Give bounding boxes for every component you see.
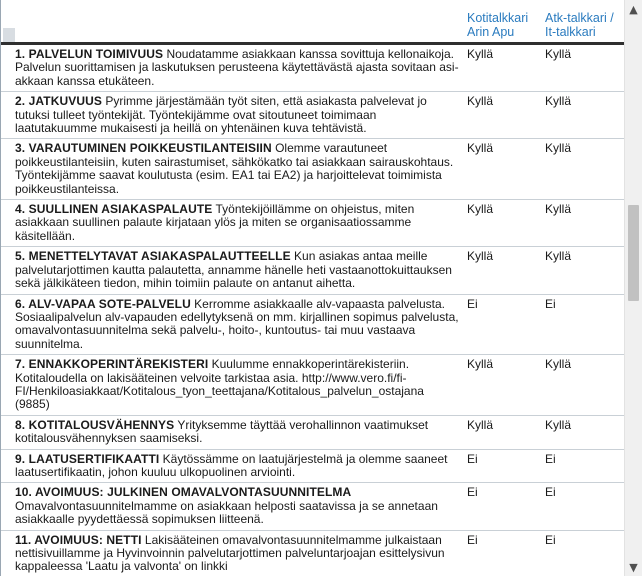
table-row: [1, 92, 624, 139]
value-atk-talkkari: Kyllä: [541, 92, 624, 139]
quality-comparison-table: [1, 0, 624, 576]
table-row: [1, 355, 624, 416]
criterion-cell: [1, 415, 463, 449]
criterion-cell: [1, 483, 463, 530]
criterion-cell: [1, 530, 463, 576]
vertical-scrollbar[interactable]: [624, 0, 642, 576]
criterion-description: Olemme varautuneet poikkeustilanteisiin, kuten sairastumiset, sähkökatko tai asiakkaan sairauskohtaus. Työntekijämme saavat koulutusta (esim. EA1 tai EA2) ja harjoittelevat toimimista poikkeustilanteissa.: [15, 141, 454, 196]
value-kotitalkkari: Kyllä: [463, 355, 541, 416]
value-atk-talkkari: Kyllä: [541, 44, 624, 92]
criterion-description: Kun asiakas antaa meille palvelutarjottimen kautta palautetta, annamme hänelle heti vastaanottokuittauksen sekä jälkikäteen tiedon, mihin toimiin palaute on antanut aihetta.: [15, 249, 452, 291]
criterion-cell: [1, 200, 463, 247]
scroll-up-arrow-icon[interactable]: ▲: [629, 2, 638, 16]
value-atk-talkkari: Kyllä: [541, 139, 624, 200]
value-atk-talkkari: Kyllä: [541, 200, 624, 247]
value-kotitalkkari: Kyllä: [463, 92, 541, 139]
scrollbar-thumb[interactable]: [628, 205, 639, 301]
criterion-title: 5. MENETTELYTAVAT ASIAKASPALAUTTEELLE: [15, 249, 291, 264]
table-row: [1, 139, 624, 200]
criterion-cell: [1, 44, 463, 92]
value-kotitalkkari: Kyllä: [463, 415, 541, 449]
table-row: [1, 530, 624, 576]
criterion-cell: [1, 355, 463, 416]
criterion-title: 2. JATKUVUUS: [15, 94, 102, 109]
value-atk-talkkari: Ei: [541, 294, 624, 355]
value-atk-talkkari: Ei: [541, 449, 624, 483]
value-kotitalkkari: Ei: [463, 294, 541, 355]
table-row: [1, 449, 624, 483]
value-kotitalkkari: Kyllä: [463, 139, 541, 200]
table-body: [1, 44, 624, 576]
value-kotitalkkari: Ei: [463, 530, 541, 576]
value-atk-talkkari: Kyllä: [541, 415, 624, 449]
value-atk-talkkari: Kyllä: [541, 355, 624, 416]
criterion-title: 10. AVOIMUUS: JULKINEN OMAVALVONTASUUNNITELMA: [15, 485, 352, 500]
criterion-description: Lakisääteinen omavalvontasuunnitelmamme julkaistaan nettisivuillamme ja Hyvinvoinnin palvelutarjottimen palveluntarjoajan esittelysivun kappaleessa 'Laatu ja valvonta' on linkki: [15, 532, 445, 574]
table-row: [1, 415, 624, 449]
criterion-description: Omavalvontasuunnitelmamme on asiakkaan helposti saatavissa ja se annetaan asiakkaalle pyydettäessä sopimuksen liitteenä.: [15, 498, 438, 527]
value-kotitalkkari: Ei: [463, 449, 541, 483]
value-atk-talkkari: Kyllä: [541, 247, 624, 294]
criterion-description: Kerromme asiakkaalle alv-vapaasta palvelusta. Sosiaalipalvelun alv-vapauden edellytyksenä on mm. kirjallinen sopimus palvelusta, omavalvontasuunnitelma sekä palvelu-, hoito-, kuntoutus- tai muu vastaava suunnitelma.: [15, 296, 459, 351]
value-kotitalkkari: Kyllä: [463, 200, 541, 247]
criterion-title: 4. SUULLINEN ASIAKASPALAUTE: [15, 202, 213, 217]
header-empty-cell: [1, 0, 463, 44]
criterion-cell: [1, 247, 463, 294]
criterion-description: Käytössämme on laatujärjestelmä ja olemme saaneet laatusertifikaatin, johon kuuluu ulkopuolinen arviointi.: [15, 451, 448, 479]
criterion-title: 6. ALV-VAPAA SOTE-PALVELU: [15, 296, 191, 311]
header-kotitalkkari-arin-apu[interactable]: Kotitalkkari Arin Apu: [463, 0, 541, 44]
criterion-title: 7. ENNAKKOPERINTÄREKISTERI: [15, 357, 209, 372]
criterion-title: 3. VARAUTUMINEN POIKKEUSTILANTEISIIN: [15, 141, 272, 156]
criterion-description: Yrityksemme täyttää verohallinnon vaatimukset kotitalousvähennyksen saamiseksi.: [15, 417, 429, 446]
header-marker: [3, 28, 15, 42]
criterion-title: 1. PALVELUN TOIMIVUUS: [15, 47, 164, 61]
criterion-description: Kuulumme ennakkoperintärekisteriin. Kotitaloudella on lakisääteinen velvoite tarkistaa asia. http://www.vero.fi/fi-FI/Henkiloasiakkaat/Kotitalous_tyon_teettajana/Kotitalous_palvelun_ostajana (9885): [15, 357, 424, 412]
criterion-cell: [1, 294, 463, 355]
criterion-cell: [1, 449, 463, 483]
criterion-description: Työntekijöillämme on ohjeistus, miten asiakkaan suullinen palaute kirjataan ylös ja miten se organisaatiossamme käsitellään.: [15, 202, 415, 243]
value-atk-talkkari: Ei: [541, 530, 624, 576]
scroll-down-arrow-icon[interactable]: ▼: [629, 560, 638, 574]
value-atk-talkkari: Ei: [541, 483, 624, 530]
criterion-title: 8. KOTITALOUSVÄHENNYS: [15, 417, 175, 432]
table-row: [1, 200, 624, 247]
criterion-title: 9. LAATUSERTIFIKAATTI: [15, 451, 160, 466]
table-row: [1, 294, 624, 355]
criterion-description: Noudatamme asiakkaan kanssa sovittuja kellonaikoja. Palvelun suorittamisen ja laskutuksen perusteena käytettävästä ajasta sovitaan asi-akkaan kanssa etukäteen.: [15, 47, 459, 88]
table-row: [1, 44, 624, 92]
value-kotitalkkari: Kyllä: [463, 44, 541, 92]
criterion-title: 11. AVOIMUUS: NETTI: [15, 532, 142, 547]
table-row: [1, 247, 624, 294]
criterion-description: Pyrimme järjestämään työt siten, että asiakasta palvelevat jo tutuksi tulleet työntekijät. Työntekijämme ovat sitoutuneet toimimaan laatutakuumme mukaisesti ja heillä on yhtenäinen kuva tehtävistä.: [15, 94, 427, 136]
value-kotitalkkari: Ei: [463, 483, 541, 530]
criterion-cell: [1, 92, 463, 139]
table-header-row: [1, 0, 624, 44]
table-row: [1, 483, 624, 530]
criterion-cell: [1, 139, 463, 200]
value-kotitalkkari: Kyllä: [463, 247, 541, 294]
header-atk-talkkari[interactable]: Atk-talkkari / It-talkkari: [541, 0, 624, 44]
